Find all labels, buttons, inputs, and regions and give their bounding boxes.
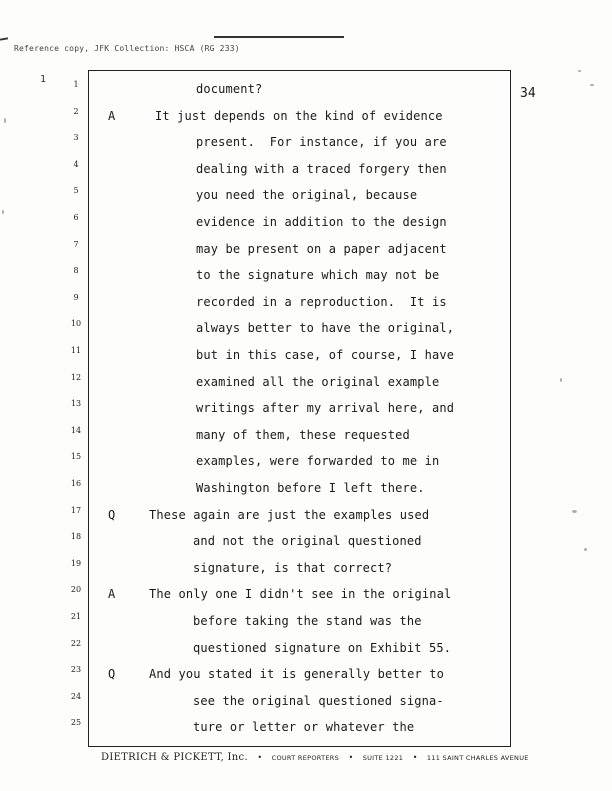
line-number: 14 xyxy=(70,425,82,435)
line-number: 16 xyxy=(70,479,82,488)
transcript-line: And you stated it is generally better to xyxy=(149,667,444,682)
transcript-line: ture or letter or whatever the xyxy=(193,720,415,735)
transcript-line: Washington before I left there. xyxy=(196,481,425,495)
transcript-line: evidence in addition to the design xyxy=(196,215,447,229)
footer-separator: • xyxy=(412,753,418,762)
footer-court-reporters: COURT REPORTERS xyxy=(271,754,340,762)
transcript-line: to the signature which may not be xyxy=(196,268,440,283)
transcript-line: recorded in a reproduction. It is xyxy=(196,294,447,309)
line-number: 10 xyxy=(70,319,82,329)
transcript-line: before taking the stand was the xyxy=(193,614,422,628)
line-number: 18 xyxy=(70,532,82,542)
line-number: 19 xyxy=(70,558,82,568)
transcript-line: may be present on a paper adjacent xyxy=(196,241,447,256)
transcript-line: examples, were forwarded to me in xyxy=(196,454,440,469)
line-number: 20 xyxy=(70,585,82,595)
transcript-line: but in this case, of course, I have xyxy=(196,348,455,362)
line-number: 15 xyxy=(70,452,82,462)
transcript-line: see the original questioned signa- xyxy=(193,693,444,708)
corner-mark xyxy=(0,37,8,40)
transcript-line: The only one I didn't see in the original xyxy=(149,587,452,602)
speaker-label: A xyxy=(108,587,116,602)
transcript-line: writings after my arrival here, and xyxy=(196,401,455,416)
line-number: 4 xyxy=(73,159,79,169)
line-number: 25 xyxy=(70,718,82,728)
line-number: 9 xyxy=(73,292,79,302)
transcript-line: you need the original, because xyxy=(196,188,418,203)
line-number: 23 xyxy=(70,665,82,675)
transcript-line: present. For instance, if you are xyxy=(196,135,447,150)
header-rule xyxy=(214,36,344,38)
footer xyxy=(101,752,529,763)
transcript-line: signature, is that correct? xyxy=(193,560,393,575)
transcript-line: always better to have the original, xyxy=(196,321,455,336)
footer-separator: • xyxy=(257,753,263,762)
line-number: 7 xyxy=(73,239,79,249)
scan-speck xyxy=(4,118,6,123)
scan-speck xyxy=(590,84,594,86)
line-number: 5 xyxy=(73,186,79,196)
line-number: 13 xyxy=(70,399,82,409)
footer-separator: • xyxy=(348,753,354,762)
scan-speck xyxy=(2,210,4,214)
transcript-line: questioned signature on Exhibit 55. xyxy=(193,640,452,655)
line-number: 6 xyxy=(73,213,79,222)
line-number: 11 xyxy=(70,346,82,355)
speaker-label: Q xyxy=(108,507,116,522)
line-number: 22 xyxy=(70,638,82,648)
line-number: 1 xyxy=(73,80,79,89)
margin-mark: 1 xyxy=(40,74,47,85)
speaker-label: Q xyxy=(108,667,116,682)
transcript-line: These again are just the examples used xyxy=(149,507,430,522)
scan-speck xyxy=(584,548,587,551)
line-number: 17 xyxy=(70,505,82,515)
line-number: 3 xyxy=(73,133,79,143)
line-number: 21 xyxy=(70,612,82,621)
footer-suite: SUITE 1221 xyxy=(362,754,404,762)
transcript-line: It just depends on the kind of evidence xyxy=(155,108,443,123)
line-number: 24 xyxy=(70,691,82,701)
speaker-label: A xyxy=(108,108,116,123)
scan-speck xyxy=(572,510,577,513)
transcript-line: and not the original questioned xyxy=(193,534,422,549)
scan-speck xyxy=(578,70,581,72)
transcript-line: dealing with a traced forgery then xyxy=(196,161,447,176)
footer-address: 111 SAINT CHARLES AVENUE xyxy=(426,754,529,762)
scan-speck xyxy=(560,378,562,382)
reference-line: Reference copy, JFK Collection: HSCA (RG 233) xyxy=(14,44,240,53)
transcript-line: document? xyxy=(196,82,263,96)
line-number: 8 xyxy=(73,266,79,276)
line-number: 12 xyxy=(70,372,82,382)
page-number: 34 xyxy=(520,86,536,101)
transcript-line: examined all the original example xyxy=(196,374,440,389)
transcript-line: many of them, these requested xyxy=(196,427,410,442)
line-number: 2 xyxy=(73,106,79,116)
footer-firm: DIETRICH & PICKETT, Inc. xyxy=(101,752,248,763)
